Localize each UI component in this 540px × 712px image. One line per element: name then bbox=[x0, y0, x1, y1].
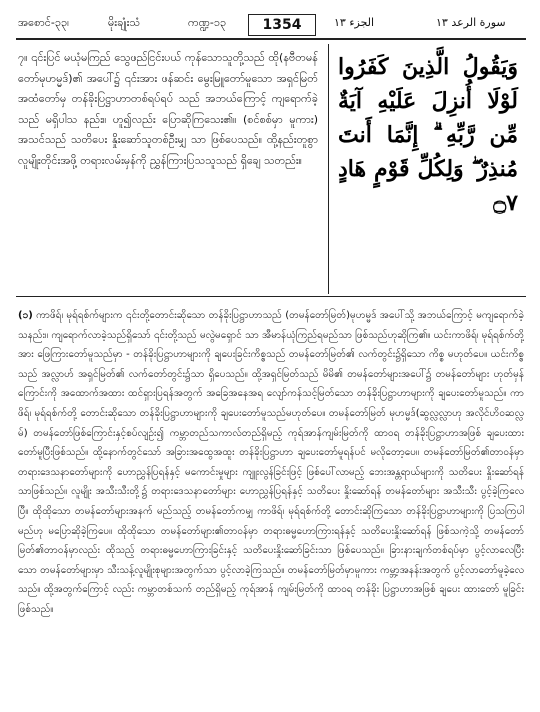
quran-page bbox=[16, 6, 526, 706]
footnote-rule bbox=[16, 296, 526, 297]
page-number: 1354 bbox=[248, 14, 316, 36]
header-section: ကဏ္ဍ-၁၃ bbox=[188, 16, 227, 29]
translation-text: ၇။ ၎င်းပြင် မယုံမကြည် သွေဖည်ငြင်းပယ် ကုန်သောသူတို့သည် ထို(နဗီတမန်တော်မုဟမ္မဒ်)၏ အပေါ်၌ ၎င်းအား ဖန်ဆင်း မွေးမြူတော်မူသော အရှင်မြတ်အထံတော်မှ တန်ခိုးပြဋ္ဌာဟာတစ်ရပ်ရပ် သည် အဘယ်ကြောင့် ကျရောက်ခဲ့သည် မရှိပါသ နည်း။ ဟူ၍လည်း ပြောဆိုကြသေး၏။ (စင်စစ်မှာ မူကား) အသင်သည် သတိပေး နှိုးဆော်သူတစ်ဦးမျှ သာ ဖြစ်ပေသည်။ ထို့နည်းတူစွာ လူမျိုးတိုင်းအဖို့ တရားလမ်းမှန်ကို ညွှန်ကြားပြသသူသည် ရှိချေ သတည်း။ bbox=[18, 51, 318, 167]
translation-column bbox=[18, 48, 318, 171]
footnote-section bbox=[18, 306, 524, 620]
arabic-verse: وَيَقُولُ الَّذِينَ كَفَرُوا لَوْلَا أُنزِلَ عَلَيْهِ آيَةٌ مِّن رَّبِّهِ ۗ إِنَّمَا أَنتَ مُنذِرٌ ۖ وَلِكُلِّ قَوْمٍ هَادٍ ۝٧ bbox=[338, 54, 518, 216]
arabic-verse-column bbox=[338, 50, 518, 220]
footnote-paragraph bbox=[18, 306, 524, 620]
header-juz: الجزء ۱۳ bbox=[334, 16, 375, 29]
header-publication: မိုးချုံးသံ bbox=[108, 16, 141, 29]
header-surah: سورة الرعد ۱۳ bbox=[436, 16, 506, 29]
footnote-text: ကာဖိရ်၊ မုရ်ရစ်က်များက ၎င်းတို့တောင်းဆိုသော တန်ခိုးပြဋ္ဌာဟာသည် (တမန်တော်မြတ်)မုဟမ္မဒ် အပေါ်သို့ အဘယ်ကြောင့် မကျရောက်ခဲ့သနည်း။ ကျရောက်လာခဲ့သည်ရှိသော် ၎င်းတို့သည် မလွဲမရှောင် သာ အီမာန်ယုံကြည်ရမည်သာ ဖြစ်သည်ဟုဆိုကြ၏။ ယင်းကာဖိရ်၊ မုရ်ရစ်က်တို့အား ဖြေကြားတော်မူသည်မှာ - တန်ခိုးပြဋ္ဌာဟာများကို ချပေးခြင်းကိစ္စသည် တမန်တော်မြတ်၏ လက်တွင်း၌ရှိသော ကိစ္စ မဟုတ်ပေ။ ယင်းကိစ္စသည် အလ္လာဟ် အရှင်မြတ်၏ လက်တော်တွင်း၌သာ ရှိပေသည်။ ထို့အရှင်မြတ်သည် မိမိ၏ တမန်တော်များအပေါ်၌ တမန်တော်များ ဟုတ်မှန်ကြောင်းကို အထောက်အထား ထင်ရှားပြရန်အတွက် အခြေအနေအရ လျော်ကန်သင့်မြတ်သော တန်ခိုးပြဋ္ဌာဟာများကို ချပေးတော်မူသည်။ ကာဖိရ်၊ မုရ်ရစ်က်တို့ တောင်းဆိုသော တန်ခိုးပြဋ္ဌာဟာများကို ချပေးတော်မူသည်မဟုတ်ပေ။ တမန်တော်မြတ် မုဟမ္မဒ်(ဆွလ္လလ္လာဟု အလိုင်ဟိဝဆလ္လမ်) တမန်တော်ဖြစ်ကြောင်းနှင့်စပ်လျဉ်း၍ ကမ္ဘာတည်သကာလ်တည်ရှိမည့် ကုရ်အာန်ကျမ်းမြတ်ကို ထာဝရ တန်ခိုးပြဋ္ဌာဟာအဖြစ် ချပေးထားတော်မူပြီးဖြစ်သည်။ ထို့နောက်တွင်သော် အခြားအထွေအထူး တန်ခိုးပြဋ္ဌာဟာ ချပေးတော်မူရန်ပင် မလိုတော့ပေ။ တမန်တော်မြတ်၏တာဝန်မှာ တရားဒေသနာတော်များကို ဟောညွှန်ပြရန်နှင့် မကောင်းမှုများ ကျူးလွန်ခြင်းဖြင့် ဖြစ်ပေါ်လာမည့် ဘေးအန္တရာယ်များကို သတိပေး နှိုးဆော်ရန်သာဖြစ်သည်။ လူမျိုး အသီးသီးတို့၌ တရားဒေသနာတော်များ ဟောညွှန်ပြရန်နှင့် သတိပေး နှိုးဆော်ရန် တမန်တော်များ အသီးသီး ပွင့်ခဲ့ကြလေပြီ။ ထိုထိုသော တမန်တော်များအနက် မည်သည့် တမန်တော်ကမျှ ကာဖိရ်၊ မုရ်ရစ်က်တို့ တောင်းဆိုကြသော တန်ခိုးပြဋ္ဌာဟာများကို ပြသကြပါမည်ဟု မပြောဆိုခဲ့ကြပေ။ ထိုထိုသော တမန်တော်များ၏တာဝန်မှာ တရားဓမ္မဟောကြားရန်နှင့် သတိပေးနှိုးဆော်ရန် ဖြစ်သကဲ့သို့ တမန်တော်မြတ်၏တာဝန်မှာလည်း ထိုသည့် တရားဓမ္မဟောကြားခြင်းနှင့် သတိပေးနှိုးဆော်ခြင်းသာ ဖြစ်ပေသည်။ ခြားနားချက်တစ်ရပ်မှာ ပွင့်လာလေပြီးသော တမန်တော်များမှာ သီးသန့်လူမျိုးစုများအတွက်သာ ပွင့်လာခဲ့ကြသည်။ တမန်တော်မြတ်မှာမူကား ကမ္ဘာ့အနန်းအတွက် ပွင့်လာတော်မူခဲ့လေသည်။ ထို့အတွက်ကြောင့် လည်း ကမ္ဘာတစ်သက် တည်ရှိမည့် ကုရ်အာန် ကျမ်းမြတ်ကို ထာဝရ တန်ခိုး ပြဋ္ဌာဟာအဖြစ် ချပေး ထားတော် မူခြင်းဖြစ်သည်။ bbox=[18, 310, 524, 615]
header-issue: အစောင်-၃၃၊ bbox=[18, 16, 69, 29]
footnote-marker: (၁) bbox=[18, 310, 33, 321]
page-header bbox=[16, 14, 526, 36]
header-rule bbox=[16, 38, 526, 40]
column-divider bbox=[328, 44, 329, 294]
